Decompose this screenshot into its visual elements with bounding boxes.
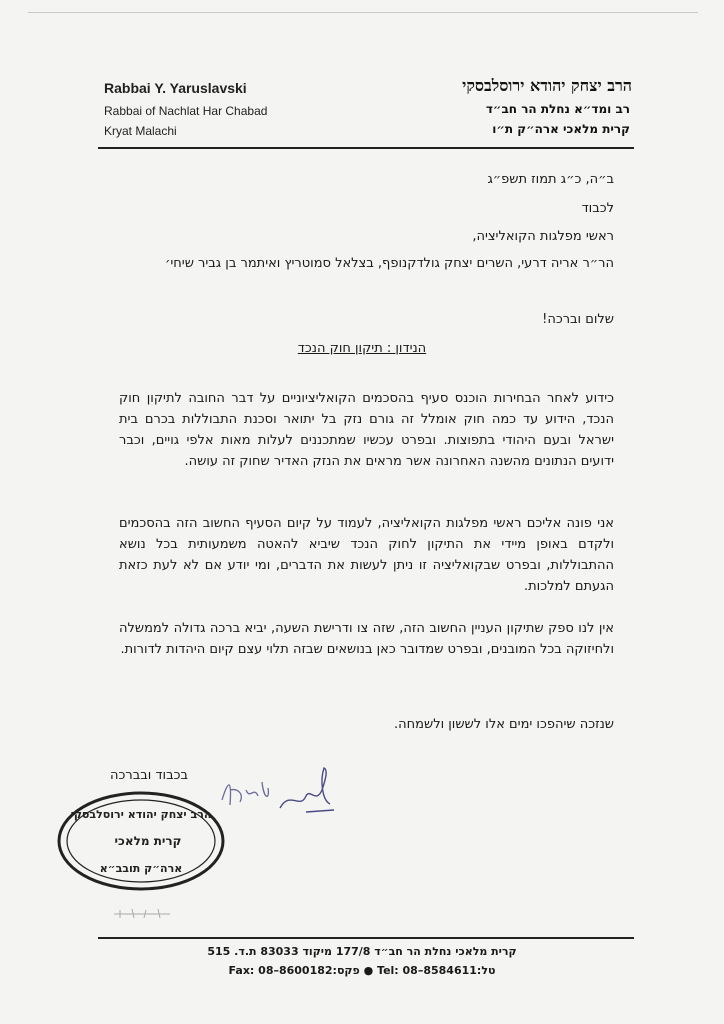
english-rabbi-name: Rabbai Y. Yaruslavski (104, 80, 247, 96)
wish-line: שנזכה שיהפכו ימים אלו לששון ולשמחה. (394, 717, 614, 732)
handwritten-signature (210, 760, 350, 830)
stamp-name: הרב יצחק יהודא ירוסלבסקי (70, 808, 212, 821)
footer-address: קרית מלאכי נחלת הר חב״ד 177/8 מיקוד 83033 ת.ד. 515 (207, 945, 517, 958)
hebrew-city: קרית מלאכי ארה״ק ת״ו (492, 122, 630, 136)
recipients-line-2: הר״ר אריה דרעי, השרים יצחק גולדקנופף, בצלאל סמוטריץ ואיתמר בן גביר שיחי׳ (164, 256, 614, 271)
hebrew-rabbi-title: רב ומד״א נחלת הר חב״ד (485, 102, 630, 116)
english-rabbi-title: Rabbai of Nachlat Har Chabad (104, 104, 268, 118)
stamp-city: קרית מלאכי (114, 834, 182, 848)
footer-divider (98, 937, 634, 939)
subject-line: הנידון : תיקון חוק הנכד (297, 341, 427, 356)
footer-contact: Fax: 08–8600182:פקס ● Tel: 08–8584611:טל (228, 964, 496, 977)
stamp-country: ארה״ק תובב״א (99, 862, 183, 875)
rabbinical-stamp (56, 790, 226, 892)
body-paragraph-3: אין לנו ספק שתיקון העניין החשוב הזה, שזה צו ודרישת השעה, יביא ברכה גדולה לממשלה ולחיזוקה בכל המובנים, ובפרט שמדובר כאן בנושאים שבזה תלוי עצם קיום היהדות לדורות. (119, 621, 614, 657)
scan-edge-line (28, 12, 698, 13)
english-city: Kryat Malachi (104, 124, 177, 138)
faint-stamp-mark (112, 906, 172, 920)
closing-line: בכבוד ובברכה (110, 768, 188, 783)
body-paragraph-1: כידוע לאחר הבחירות הוכנס סעיף בהסכמים הקואליציוניים על דבר החובה לתיקון חוק הנכד, הידוע עד כמה חוק אומלל זה גורם נזק בל יתואר וסכנת התבוללות בכרם בית ישראל ובעם היהודי בתפוצות. ובפרט עכשיו שמתכננים לעלות מאות אלפי גויים, וכבר ידועים הנתונים מהשנה האחרונה אשר מראים את הנזק האדיר שחוק זה עושה. (119, 391, 614, 469)
honor-line: לכבוד (581, 201, 614, 216)
header-divider (98, 147, 634, 149)
greeting-line: שלום וברכה! (542, 312, 614, 327)
body-paragraph-2: אני פונה אליכם ראשי מפלגות הקואליציה, לעמוד על קיום הסעיף החשוב הזה בהסכמים ולקדם באופן מיידי את התיקון לחוק הנכד שיביא להאטה משמעותית בכל נושא ההתבוללות, ובפרט שבקואליציה זו ניתן לעשות את הדברים, ומי יודע אם לא לעת כזאת הגעתם למלכות. (119, 516, 614, 594)
date-line: ב״ה, כ״ג תמוז תשפ״ג (487, 172, 614, 187)
recipients-line-1: ראשי מפלגות הקואליציה, (472, 229, 614, 244)
hebrew-rabbi-name: הרב יצחק יהודא ירוסלבסקי (462, 76, 632, 95)
